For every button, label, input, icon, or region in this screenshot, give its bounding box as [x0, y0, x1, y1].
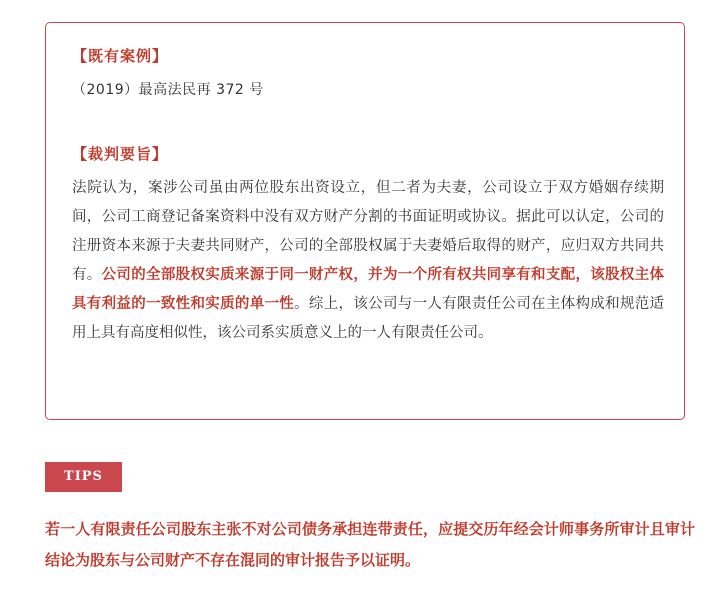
ruling-summary-title: 【裁判要旨】 [72, 145, 169, 163]
ruling-text-tail: 。综上，该公司与一人有限责任公司在主体构成和规范适用上具有高度相似性，该公司系实质意义上的一人有限责任公司。 [72, 296, 665, 341]
case-box [45, 22, 685, 420]
existing-case-title: 【既有案例】 [72, 47, 169, 65]
tips-text: 若一人有限责任公司股东主张不对公司债务承担连带责任，应提交历年经会计师事务所审计且审计结论为股东与公司财产不存在混同的审计报告予以证明。 [45, 520, 695, 569]
tips-label: TIPS [45, 462, 122, 492]
ruling-summary-text [72, 174, 664, 348]
ruling-text-plain: 法院认为，案涉公司虽由两位股东出资设立，但二者为夫妻，公司设立于双方婚姻存续期间，公司工商登记备案资料中没有双方财产分割的书面证明或协议。据此可以认定，公司的注册资本来源于夫妻共同财产，公司的全部股权属于夫妻婚后取得的财产，应归双方共同共有。 [72, 180, 664, 283]
ruling-text-highlight: 公司的全部股权实质来源于同一财产权，并为一个所有权共同享有和支配，该股权主体具有利益的一致性和实质的单一性 [72, 267, 665, 312]
case-reference: （2019）最高法民再 372 号 [72, 82, 264, 98]
